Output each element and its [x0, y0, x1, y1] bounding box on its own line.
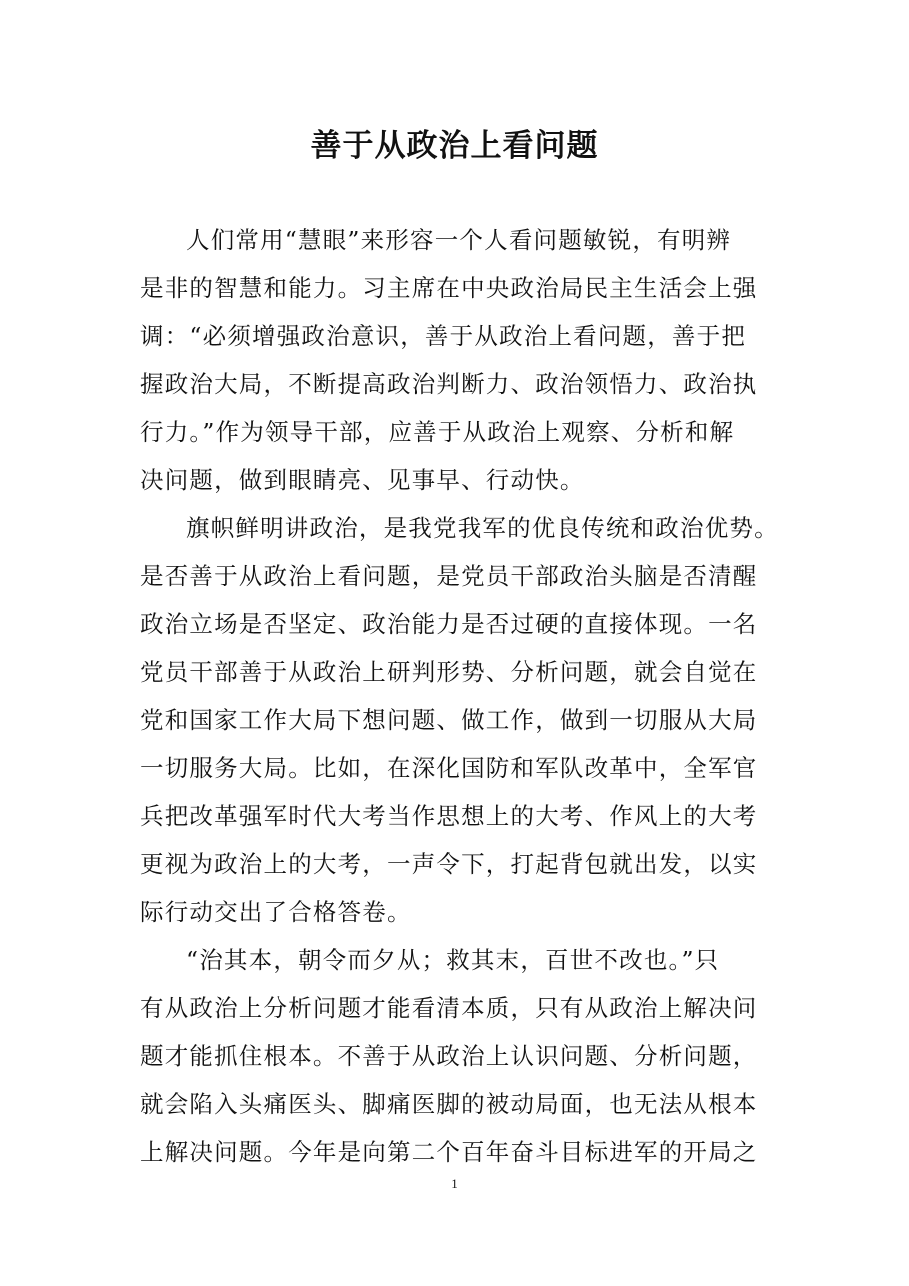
- page-number: 1: [451, 1176, 458, 1191]
- text-line: “治其本，朝令而夕从；救其末，百世不改也。”只: [186, 946, 720, 974]
- text-line: 一切服务大局。比如，在深化国防和军队改革中，全军官: [140, 754, 758, 782]
- text-line: 际行动交出了合格答卷。: [140, 898, 412, 926]
- text-line: 是非的智慧和能力。习主席在中央政治局民主生活会上强: [140, 274, 758, 302]
- text-line: 党和国家工作大局下想问题、做工作，做到一切服从大局: [140, 706, 758, 734]
- text-line: 人们常用“慧眼”来形容一个人看问题敏锐，有明辨: [186, 226, 732, 254]
- text-line: 更视为政治上的大考，一声令下，打起背包就出发，以实: [140, 850, 758, 878]
- text-line: 有从政治上分析问题才能看清本质，只有从政治上解决问: [140, 994, 758, 1022]
- text-line: 兵把改革强军时代大考当作思想上的大考、作风上的大考: [140, 802, 758, 830]
- text-line: 行力。”作为领导干部，应善于从政治上观察、分析和解: [140, 418, 735, 446]
- text-line: 就会陷入头痛医头、脚痛医脚的被动局面，也无法从根本: [140, 1090, 758, 1118]
- text-line: 题才能抓住根本。不善于从政治上认识问题、分析问题，: [140, 1042, 758, 1070]
- document-title: 善于从政治上看问题: [310, 128, 599, 164]
- text-line: 调：“必须增强政治意识，善于从政治上看问题，善于把: [140, 322, 747, 350]
- text-line: 上解决问题。今年是向第二个百年奋斗目标进军的开局之: [140, 1138, 758, 1166]
- text-line: 决问题，做到眼睛亮、见事早、行动快。: [140, 466, 585, 494]
- text-line: 政治立场是否坚定、政治能力是否过硬的直接体现。一名: [140, 610, 758, 638]
- text-line: 握政治大局，不断提高政治判断力、政治领悟力、政治执: [140, 370, 758, 398]
- text-line: 旗帜鲜明讲政治，是我党我军的优良传统和政治优势。: [186, 514, 779, 542]
- text-line: 党员干部善于从政治上研判形势、分析问题，就会自觉在: [140, 658, 758, 686]
- text-line: 是否善于从政治上看问题，是党员干部政治头脑是否清醒: [140, 562, 758, 590]
